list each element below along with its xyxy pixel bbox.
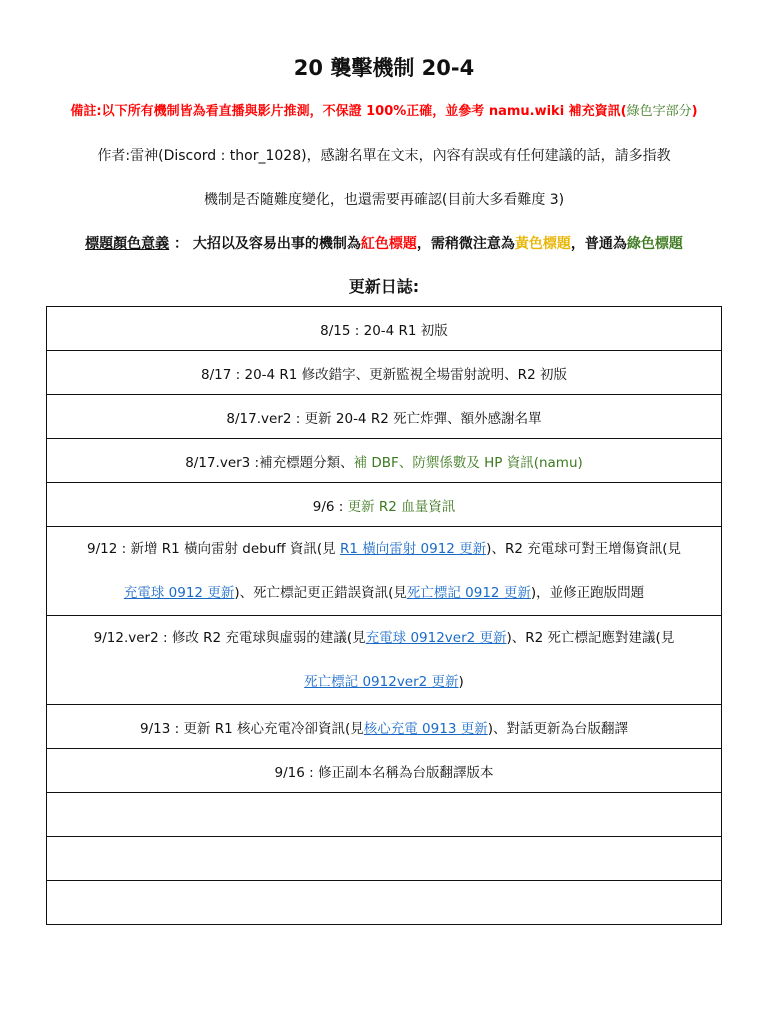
changelog-entry xyxy=(47,616,722,705)
author-line: 作者:雷神(Discord : thor_1028)，感謝名單在文末，內容有誤或有任何建議的話，請多指教 xyxy=(97,148,671,164)
disclaimer-green-text: 綠色字部分 xyxy=(626,104,692,119)
empty-cell xyxy=(47,793,722,837)
changelog-entry: 8/17 : 20-4 R1 修改錯字、更新監視全場雷射說明、R2 初版 xyxy=(47,351,722,395)
legend-green-title: 綠色標題 xyxy=(626,236,683,252)
empty-cell xyxy=(47,837,722,881)
entry-text: ) xyxy=(458,674,464,690)
changelog-title: 更新日誌: xyxy=(348,277,420,296)
disclaimer-note xyxy=(0,100,768,119)
entry-text: )、R2 死亡標記應對建議(見 xyxy=(506,630,675,646)
link-death-mark-0912[interactable]: 死亡標記 0912 更新 xyxy=(406,585,531,601)
empty-cell xyxy=(47,881,722,925)
changelog-entry: 8/15 : 20-4 R1 初版 xyxy=(47,307,722,351)
table-row xyxy=(47,307,722,351)
entry-text: )、死亡標記更正錯誤資訊(見 xyxy=(234,585,407,601)
entry-text: 9/12 : 新增 R1 橫向雷射 debuff 資訊(見 xyxy=(87,541,340,557)
entry-text: 9/12.ver2 : 修改 R2 充電球與虛弱的建議(見 xyxy=(93,630,366,646)
changelog-entry: 8/17.ver2 : 更新 20-4 R2 死亡炸彈、額外感謝名單 xyxy=(47,395,722,439)
table-row xyxy=(47,527,722,616)
table-row xyxy=(47,705,722,749)
entry-text: )、對話更新為台版翻譯 xyxy=(487,720,628,737)
link-charge-orb-0912ver2[interactable]: 充電球 0912ver2 更新 xyxy=(365,630,507,646)
changelog-entry xyxy=(47,483,722,527)
table-row xyxy=(47,881,722,925)
disclaimer-end: ) xyxy=(691,104,698,119)
legend-red-title: 紅色標題 xyxy=(360,236,417,252)
table-row xyxy=(47,439,722,483)
entry-text: 9/6 : xyxy=(312,498,348,515)
entry-green-text: 補 DBF、防禦係數及 HP 資訊(namu) xyxy=(353,454,583,471)
entry-text: )，並修正跑版問題 xyxy=(530,585,645,601)
changelog-entry xyxy=(47,439,722,483)
table-row xyxy=(47,793,722,837)
changelog-entry xyxy=(47,527,722,616)
table-row xyxy=(47,395,722,439)
table-row xyxy=(47,749,722,793)
link-death-mark-0912ver2[interactable]: 死亡標記 0912ver2 更新 xyxy=(304,674,459,690)
table-row xyxy=(47,616,722,705)
changelog-table xyxy=(46,306,722,925)
link-charge-orb-0912[interactable]: 充電球 0912 更新 xyxy=(123,585,235,601)
legend-text-3: ，普通為 xyxy=(570,236,627,252)
link-r1-laser-0912[interactable]: R1 橫向雷射 0912 更新 xyxy=(339,541,487,557)
legend-yellow-title: 黃色標題 xyxy=(514,236,571,252)
legend-label: 標題顏色意義 xyxy=(85,236,170,252)
table-row xyxy=(47,837,722,881)
title-color-legend xyxy=(0,233,768,253)
changelog-entry: 9/16 : 修正副本名稱為台版翻譯版本 xyxy=(47,749,722,793)
changelog-entry xyxy=(47,705,722,749)
entry-text: 9/13 : 更新 R1 核心充電冷卻資訊(見 xyxy=(140,720,364,737)
entry-text: 8/17.ver3 :補充標題分類、 xyxy=(185,454,354,471)
page-title: 20 襲擊機制 20-4 xyxy=(293,56,475,80)
table-row xyxy=(47,483,722,527)
table-row xyxy=(47,351,722,395)
legend-text-1: ： 大招以及容易出事的機制為 xyxy=(169,236,361,252)
difficulty-note: 機制是否隨難度變化，也還需要再確認(目前大多看難度 3) xyxy=(203,192,565,208)
entry-text: )、R2 充電球可對王增傷資訊(見 xyxy=(486,541,681,557)
link-core-charge-0913[interactable]: 核心充電 0913 更新 xyxy=(363,720,488,737)
entry-green-text: 更新 R2 血量資訊 xyxy=(347,498,456,515)
disclaimer-text: 備註:以下所有機制皆為看直播與影片推測，不保證 100%正確，並參考 namu.wiki 補充資訊( xyxy=(70,104,627,119)
legend-text-2: ，需稍微注意為 xyxy=(416,236,515,252)
